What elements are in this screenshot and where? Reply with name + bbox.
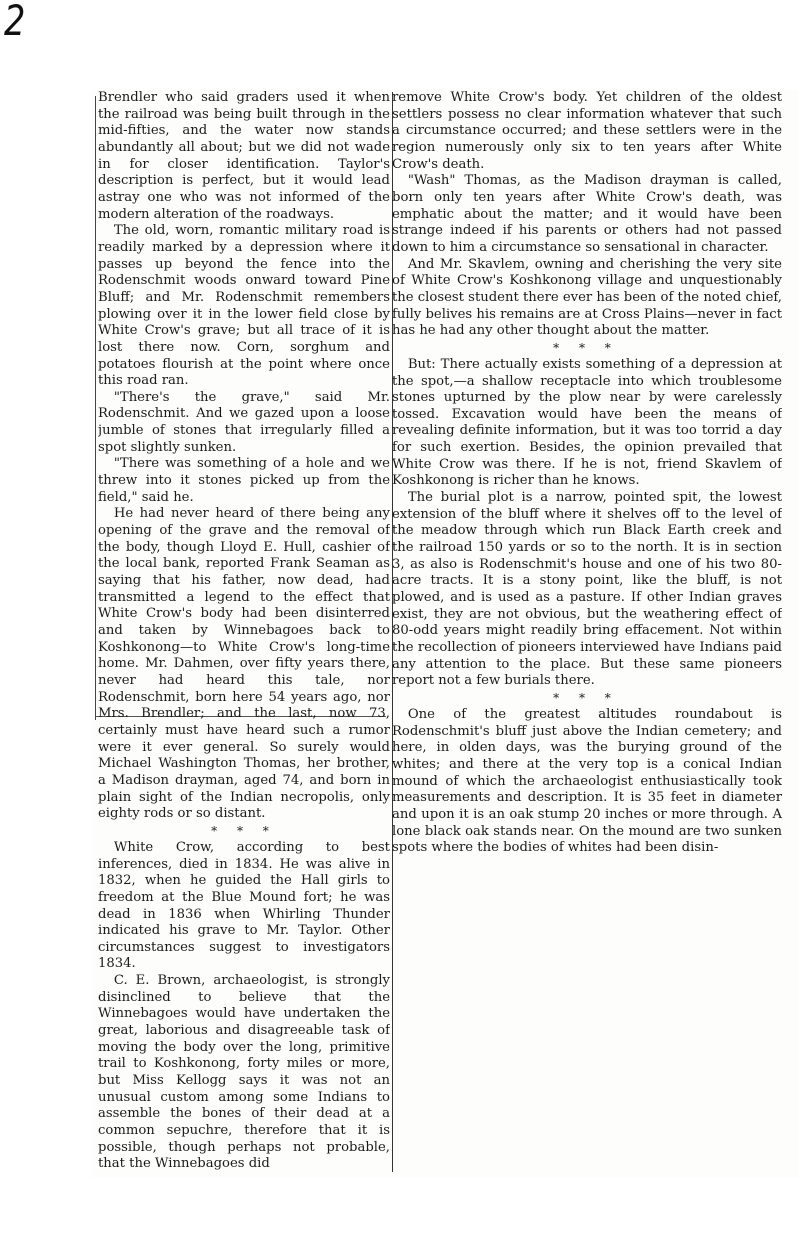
clipping-left-edge bbox=[95, 96, 96, 720]
left-paragraph-1: Brendler who said graders used it when the railroad was being built through in the mid-fifties, and the water now stands abundantly all about; but we did not wade in for closer identification. Taylor's description is perfect, but it would lead astray one who was not informed of the modern alteration of the roadways. bbox=[98, 90, 390, 222]
right-paragraph-3: And Mr. Skavlem, owning and cherishing the very site of White Crow's Koshkonong village and unquestionably the closest student there ever has been of the noted chief, fully belives his remains are at Cross Plains—never in fact has he had any other thought about the matter. bbox=[392, 256, 782, 339]
newspaper-clipping bbox=[92, 90, 798, 1178]
left-paragraph-3: "There's the grave," said Mr. Rodenschmit. And we gazed upon a loose jumble of stones that irregularly filled a spot slightly sunken. bbox=[98, 389, 390, 455]
left-paragraph-5: He had never heard of there being any opening of the grave and the removal of the body, though Lloyd E. Hull, cashier of the local bank, reported Frank Seaman as saying that his father, now dead, had transmitted a legend to the effect that White Crow's body had been disinterred and taken by Winnebagoes back to Koshkonong—to White Crow's long-time home. Mr. Dahmen, over fifty years there, never had heard this tale, nor Rodenschmit, born here 54 years ago, nor Mrs. Brendler; and the last, now 73, certainly must have heard such a rumor were it ever general. So surely would Michael Washington Thomas, her brother, a Madison drayman, aged 74, and born in plain sight of the Indian necropolis, only eighty rods or so distant. bbox=[98, 506, 390, 822]
page-number: 2 bbox=[4, 0, 26, 45]
left-paragraph-4: "There was something of a hole and we threw into it stones picked up from the field," said he. bbox=[98, 456, 390, 505]
right-column bbox=[390, 90, 782, 1178]
right-paragraph-1: remove White Crow's body. Yet children of the oldest settlers possess no clear information whatever that such a circumstance occurred; and these settlers were in the region numerously only six to ten years after White Crow's death. bbox=[392, 90, 782, 172]
section-separator: * * * bbox=[211, 823, 277, 838]
left-column bbox=[98, 90, 390, 1178]
section-separator: * * * bbox=[553, 690, 619, 705]
right-paragraph-2: "Wash" Thomas, as the Madison drayman is called, born only ten years after White Crow's death, was emphatic about the matter; and it would have been strange indeed if his parents or others had not passed down to him a circumstance so sensational in character. bbox=[392, 173, 782, 255]
right-paragraph-5: The burial plot is a narrow, pointed spit, the lowest extension of the bluff where it shelves off to the level of the meadow through which run Black Earth creek and the railroad 150 yards or so to the north. It is in section 3, as also is Rodenschmit's house and one of his two 80-acre tracts. It is a stony point, like the bluff, is not plowed, and is used as a pasture. If other Indian graves exist, they are not obvious, but the weathering effect of 80-odd years might readily bring effacement. Not within the recollection of pioneers interviewed have Indians paid any attention to the place. But these same pioneers report not a few burials there. bbox=[392, 490, 782, 689]
left-paragraph-2: The old, worn, romantic military road is readily marked by a depression where it passes up beyond the fence into the Rodenschmit woods onward toward Pine Bluff; and Mr. Rodenschmit remembers plowing over it in the lower field close by White Crow's grave; but all trace of it is lost there now. Corn, sorghum and potatoes flourish at the point where once this road ran. bbox=[98, 223, 390, 389]
left-paragraph-7: C. E. Brown, archaeologist, is strongly disinclined to believe that the Winnebagoes would have undertaken the great, laborious and disagreeable task of moving the body over the long, primitive trail to Koshkonong, forty miles or more, but Miss Kellogg says it was not an unusual custom among some Indians to assemble the bones of their dead at a common sepuchre, therefore that it is possible, though perhaps not probable, that the Winnebagoes did bbox=[98, 973, 390, 1172]
right-paragraph-6: One of the greatest altitudes roundabout is Rodenschmit's bluff just above the Indian cemetery; and here, in olden days, was the burying ground of the whites; and there at the very top is a conical Indian mound of which the archaeologist enthusiastically took measurements and description. It is 35 feet in diameter and upon it is an oak stump 20 inches or more through. A lone black oak stands near. On the mound are two sunken spots where the bodies of whites had been disin- bbox=[392, 706, 782, 856]
section-separator: * * * bbox=[553, 340, 619, 355]
right-paragraph-4: But: There actually exists something of a depression at the spot,—a shallow receptacle into which troublesome stones upturned by the plow near by were carelessly tossed. Excavation would have been the means of revealing definite information, but it was too torrid a day for such exertion. Besides, the opinion prevailed that White Crow was there. If he is not, friend Skavlem of Koshkonong is richer than he knows. bbox=[392, 356, 782, 489]
left-paragraph-6: White Crow, according to best inferences, died in 1834. He was alive in 1832, when he guided the Hall girls to freedom at the Blue Mound fort; he was dead in 1836 when Whirling Thunder indicated his grave to Mr. Taylor. Other circumstances suggest to investigators 1834. bbox=[98, 839, 390, 972]
